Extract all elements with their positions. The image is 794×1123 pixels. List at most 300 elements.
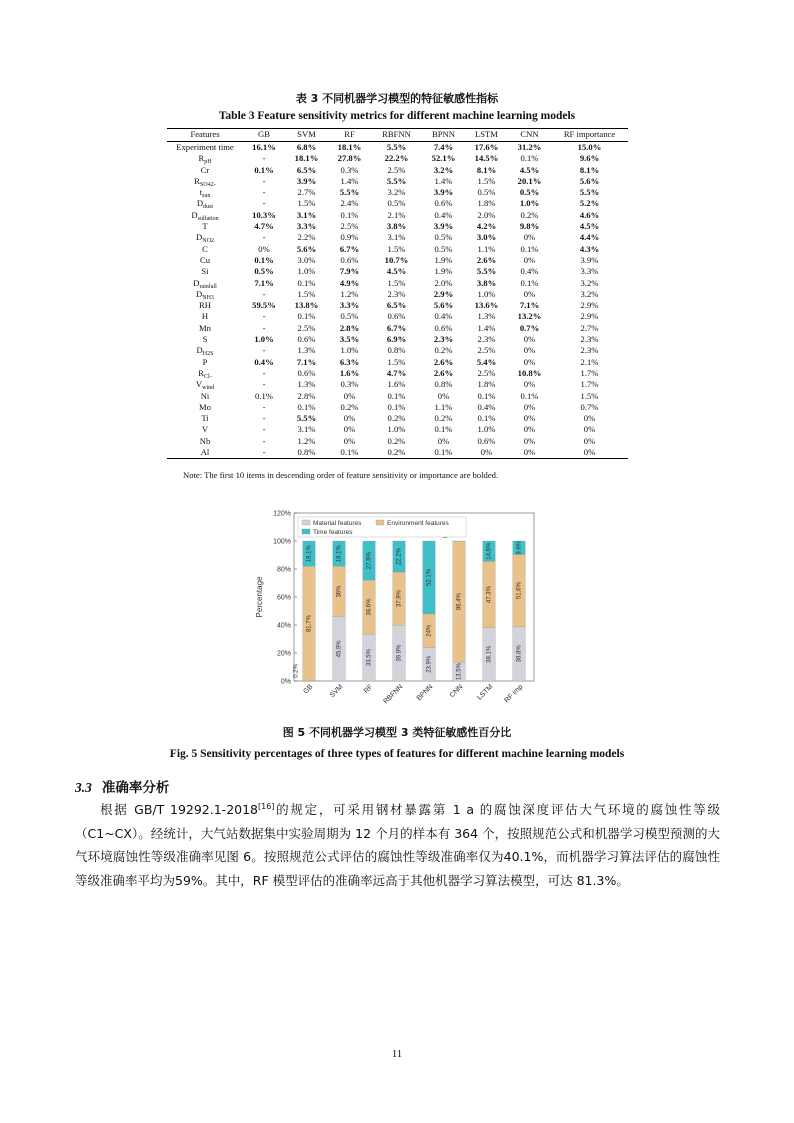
feature-subscript: NO2 [202,238,214,245]
table-cell: 0.1% [520,153,539,164]
table-cell: 0% [523,435,536,446]
table-cell: 1.5% [297,198,316,209]
data-label: 38.8% [516,645,523,663]
table-cell: 1.0% [477,288,496,299]
legend-label: Material features [313,520,362,527]
feature-name [167,379,243,390]
feature-subscript: dust [203,204,214,211]
table-cell: 2.7% [297,187,316,198]
data-label: 47.3% [486,586,493,604]
table-cell: 2.9% [433,288,454,299]
table-row [167,368,628,379]
table-cell: 3.9% [296,175,317,186]
table-cell: 0.6% [434,322,453,333]
feature-symbol: P [202,356,208,367]
table-row [167,345,628,356]
feature-symbol: R [198,367,205,378]
data-label: 37.9% [396,590,403,608]
table-cell: 2.3% [580,334,599,345]
table-cell: 59.5% [252,300,276,311]
sensitivity-table [167,128,628,459]
table-cell: 0% [437,435,450,446]
table-cell: 0.2% [387,435,406,446]
table-cell: 1.7% [580,379,599,390]
data-label: 38.6% [366,598,373,616]
paragraph-part1: 根据 GB/T 19292.1-2018 [100,802,259,818]
data-label: 9.6% [516,540,523,555]
data-label: 38.1% [486,645,493,663]
table-cell: 0.1% [477,390,496,401]
table-cell: 2.8% [339,322,360,333]
feature-symbol: Ni [200,390,210,401]
table-cell: 2.6% [433,356,454,367]
table-cell: 1.4% [477,322,496,333]
section-title: 准确率分析 [101,780,170,796]
table-cell: 4.7% [254,221,274,232]
table-cell: 0% [583,424,596,435]
table-cell: 0% [583,435,596,446]
table-row [167,232,628,243]
table-cell: 2.5% [477,367,496,378]
paragraph-part2: 的规定，可采用钢材暴露第 1 a 的腐蚀深度评估大气环境的腐蚀性等级（C1~CX）。经统计，大气站数据集中实验周期为 12 个月的样本有 364 个，按照规范公式和机器学习模型预测的大气环境腐蚀性等级准确率见图 6。按照规范公式评估的腐蚀性等级准确率仅为40.1%，而机器学习算法评估的腐蚀性等级准确率平均为59%。其中，RF 模型评估的准确率远高于其他机器学习算法模型，可达 81.3%。 [75,802,720,888]
table-cell: - [262,198,266,209]
data-label: 23.9% [426,655,433,673]
feature-symbol: D [196,345,203,356]
table-cell: 2.1% [580,356,599,367]
table-cell: 2.9% [580,300,599,311]
table-cell: 13.8% [294,300,319,311]
table-cell: 3.2% [580,277,599,288]
feature-name [167,447,243,459]
feature-name [167,165,243,176]
table-cell: 3.9% [433,221,454,232]
table-cell: 0.3% [340,164,359,175]
table-row [167,311,628,322]
feature-symbol: D [196,288,203,299]
table-cell: 1.1% [477,243,496,254]
data-label: 39.9% [396,644,403,662]
table-cell: - [262,187,266,198]
table-cell: 1.5% [387,277,406,288]
y-tick-label: 0% [280,678,291,686]
data-label: 45.9% [336,640,343,658]
feature-subscript: sulfation [197,215,219,222]
feature-symbol: R [198,153,205,164]
table-cell: 2.2% [297,232,316,243]
table-cell: 0.4% [254,356,274,367]
table-cell: 7.1% [519,300,540,311]
table-cell: 5.6% [296,243,317,254]
table-cell: 0.2% [434,345,453,356]
table-cell: 4.9% [339,277,360,288]
table-cell: - [262,367,266,378]
table-cell: - [262,435,266,446]
table-cell: 0% [583,413,596,424]
feature-symbol: Al [200,447,210,458]
table-cell: 0.5% [519,187,540,198]
table-cell: 2.7% [580,322,599,333]
feature-name [167,357,243,368]
table-cell: 0.1% [255,390,273,401]
feature-symbol: D [193,277,200,288]
table-cell: 1.5% [297,288,316,299]
feature-symbol: Mn [199,322,211,333]
feature-subscript: sun [202,193,211,200]
feature-symbol: Ti [201,413,209,424]
table-row [167,255,628,266]
table-cell: 52.1% [431,153,456,164]
table-cell: 6.5% [386,300,407,311]
column-header: RF importance [551,129,628,142]
data-label: 18.1% [306,545,313,563]
table-cell: 9.8% [519,221,540,232]
table-cell: 3.1% [297,424,316,435]
feature-name [167,232,243,243]
table-cell: 0.1% [340,209,359,220]
table-cell: 5.6% [433,300,454,311]
table-cell: 1.5% [387,243,406,254]
table-cell: 0.5% [387,198,406,209]
table-cell: 0% [343,413,356,424]
feature-name [167,244,243,255]
legend-label: Environment features [387,520,449,527]
table-cell: 4.4% [579,232,600,243]
citation: [16] [258,802,275,811]
table-cell: 9.6% [579,153,600,164]
table-cell: 1.3% [297,379,316,390]
table-cell: 0.3% [340,379,359,390]
feature-name [167,311,243,322]
table-cell: 2.6% [433,367,454,378]
table-cell: 3.9% [433,187,454,198]
table-row [167,244,628,255]
table-cell: 2.8% [297,390,316,401]
table-row [167,187,628,198]
table-cell: 31.2% [517,142,542,152]
table-row [167,198,628,209]
table-cell: 3.9% [580,254,599,265]
table-header-row [167,129,628,142]
table-cell: 0.1% [328,447,371,459]
x-tick-label: BPNN [415,683,435,703]
table-cell: - [262,232,266,243]
table-cell: 6.5% [296,164,317,175]
table-cell: - [262,401,266,412]
feature-symbol: D [196,198,204,209]
section-number: 3.3 [75,780,92,795]
data-label: 13.5% [456,663,463,681]
y-tick-label: 80% [276,566,291,574]
y-tick-label: 40% [276,622,291,630]
table-cell: 1.0% [340,345,359,356]
feature-name [167,289,243,300]
y-tick-label: 120% [273,510,291,518]
y-axis-label: Percentage [255,576,264,618]
table-cell: 2.9% [580,311,599,322]
feature-symbol: Nb [199,435,211,446]
table-cell: 6.3% [339,356,360,367]
table-cell: 0.8% [434,379,453,390]
table-cell: - [262,153,266,164]
table-cell: 4.5% [579,221,600,232]
table-cell: 0.1% [387,390,406,401]
table-cell: 0.7% [519,322,540,333]
table-cell: 1.0% [519,198,540,209]
table-cell: 0% [551,447,628,459]
x-tick-label: SVM [328,683,345,700]
feature-name [167,266,243,277]
page-number: 11 [391,1048,403,1060]
table-cell: 1.9% [434,254,453,265]
table-cell: 1.4% [340,175,359,186]
table-cell: 7.1% [296,356,317,367]
table-row [167,289,628,300]
feature-name [167,255,243,266]
column-header: CNN [508,129,551,142]
legend-swatch [302,520,310,525]
feature-symbol: V [195,379,203,390]
feature-subscript: NH3 [202,294,214,301]
x-tick-label: RF imp [503,683,525,705]
table-cell: 5.4% [476,356,497,367]
table-cell: 3.2% [433,164,454,175]
table-cell: 4.3% [579,243,600,254]
table-cell: 0.5% [340,311,359,322]
table-cell: 3.3% [339,300,360,311]
table-cell: 2.3% [387,288,406,299]
data-label: 52.1% [426,568,433,586]
feature-symbol: Si [201,266,209,277]
table-cell: - [262,322,266,333]
table-cell: 5.5% [296,413,317,424]
table-cell: 1.7% [580,367,599,378]
feature-name [167,436,243,447]
table-cell: 0.2% [434,413,453,424]
table-cell: 5.6% [579,175,600,186]
table-cell: 1.5% [477,175,496,186]
column-header: RBFNN [371,129,422,142]
table-cell: 0% [343,390,356,401]
table-row [167,391,628,402]
column-header: BPNN [422,129,465,142]
table-row [167,266,628,277]
x-tick-label: RBFNN [382,683,405,706]
feature-symbol: Cu [199,254,211,265]
data-label: 81.7% [306,615,313,633]
table-caption-cn: 表 3 不同机器学习模型的特征敏感性指标 [295,92,499,105]
table-cell: 0% [258,243,270,254]
table-cell: 1.2% [297,435,316,446]
table-cell: 0.2% [340,401,359,412]
table-cell: 1.8% [477,198,496,209]
feature-symbol: Experiment time [176,142,234,152]
table-cell: 2.1% [387,209,406,220]
table-row [167,379,628,390]
body-paragraph [75,795,720,892]
column-header: RF [328,129,371,142]
table-cell: 1.8% [477,379,496,390]
table-cell: 3.1% [296,209,317,220]
table-cell: 0.6% [297,367,316,378]
table-cell: 3.3% [580,266,599,277]
feature-name [167,413,243,424]
feature-name [167,345,243,356]
table-row [167,447,628,459]
table-cell: 1.6% [387,379,406,390]
feature-name [167,424,243,435]
feature-name [167,368,243,379]
section-heading [75,776,169,796]
table-cell: - [262,424,266,435]
table-cell: 2.3% [580,345,599,356]
table-cell: 8.1% [579,164,600,175]
feature-symbol: T [202,221,208,232]
table-cell: 1.3% [477,311,496,322]
table-cell: 7.9% [339,266,360,277]
feature-symbol: C [202,243,208,254]
table-cell: 3.8% [476,277,497,288]
table-row [167,153,628,164]
data-label: 22.2% [396,548,403,566]
feature-name [167,334,243,345]
table-cell: 1.1% [434,401,453,412]
table-cell: 3.8% [386,221,407,232]
table-cell: 0.4% [477,401,496,412]
table-cell: 3.0% [297,254,316,265]
table-cell: 1.0% [297,266,316,277]
table-cell: 10.8% [517,367,542,378]
table-cell: 0% [343,424,356,435]
table-cell: 2.3% [433,334,454,345]
feature-name [167,300,243,311]
table-cell: 0.1% [422,447,465,459]
table-cell: 10.3% [252,209,276,220]
table-row [167,323,628,334]
feature-symbol: H [201,311,209,322]
table-cell: 3.2% [580,288,599,299]
table-cell: 0.1% [520,277,539,288]
table-cell: 0.7% [580,401,599,412]
column-header: SVM [285,129,328,142]
table-cell: 5.5% [386,142,407,152]
feature-name [167,323,243,334]
feature-subscript: Cl- [204,373,212,380]
table-row [167,334,628,345]
table-cell: 0.1% [297,401,316,412]
table-cell: 4.2% [476,221,497,232]
table-cell: 3.1% [387,232,406,243]
table-cell: - [262,345,266,356]
y-tick-label: 60% [276,594,291,602]
column-header: Features [167,129,243,142]
legend-label: Time features [313,529,353,536]
feature-symbol: D [191,209,198,220]
table-cell: 20.1% [517,175,542,186]
feature-name [167,278,243,289]
table-row [167,142,628,154]
table-cell: 0.4% [520,266,539,277]
table-cell: 0% [523,413,536,424]
feature-name [167,142,243,154]
table-cell: 0% [523,254,536,265]
table-cell: - [262,379,266,390]
table-cell: 3.5% [339,334,360,345]
table-cell: 0% [523,334,536,345]
feature-name [167,187,243,198]
table-row [167,402,628,413]
table-cell: 0% [523,288,536,299]
table-cell: 15.0% [577,142,602,152]
table-cell: 6.9% [386,334,407,345]
table-cell: 5.5% [386,175,407,186]
feature-subscript: H2S [202,351,214,358]
table-cell: 0% [508,447,551,459]
table-cell: - [243,447,285,459]
table-cell: 27.8% [337,153,362,164]
x-tick-label: LSTM [476,683,495,702]
table-cell: 2.4% [340,198,359,209]
table-cell: 1.4% [434,175,453,186]
table-cell: 13.2% [517,311,542,322]
table-cell: 2.5% [477,345,496,356]
table-cell: 0.6% [387,311,406,322]
table-cell: - [262,413,266,424]
table-cell: 6.7% [339,243,360,254]
feature-symbol: Cr [200,164,210,175]
table-cell: 14.5% [474,153,499,164]
table-cell: 0.6% [297,334,316,345]
table-cell: 2.0% [434,277,453,288]
x-tick-label: GB [302,683,315,696]
table-row [167,210,628,221]
table-cell: 0.5% [434,232,453,243]
table-cell: 0.1% [297,277,316,288]
table-cell: 6.7% [386,322,407,333]
x-tick-label: CNN [448,683,465,700]
feature-name [167,176,243,187]
table-cell: 0.1% [254,254,274,265]
legend-swatch [376,520,384,525]
table-cell: 0.2% [371,447,422,459]
table-cell: 0.8% [387,345,406,356]
table-cell: 5.5% [476,266,497,277]
table-cell: - [262,175,266,186]
table-cell: 22.2% [384,153,409,164]
table-cell: 0.1% [387,401,406,412]
table-cell: 0.4% [434,311,453,322]
table-cell: 13.6% [474,300,499,311]
feature-symbol: R [194,175,201,186]
table-cell: 0.6% [434,198,453,209]
table-cell: 18.1% [294,153,319,164]
table-cell: 0% [523,232,536,243]
table-cell: 4.6% [579,209,600,220]
table-cell: 0% [437,390,450,401]
column-header: LSTM [465,129,508,142]
table-cell: 0% [523,424,536,435]
table-cell: 0.1% [520,390,539,401]
table-row [167,165,628,176]
table-cell: 0% [523,401,536,412]
feature-name [167,391,243,402]
feature-name [167,402,243,413]
table-row [167,278,628,289]
legend-swatch [302,529,310,534]
feature-subscript: SO42- [200,181,216,188]
feature-subscript: wind [202,385,215,392]
table-cell: 1.0% [254,334,274,345]
table-cell: 0.5% [477,187,496,198]
